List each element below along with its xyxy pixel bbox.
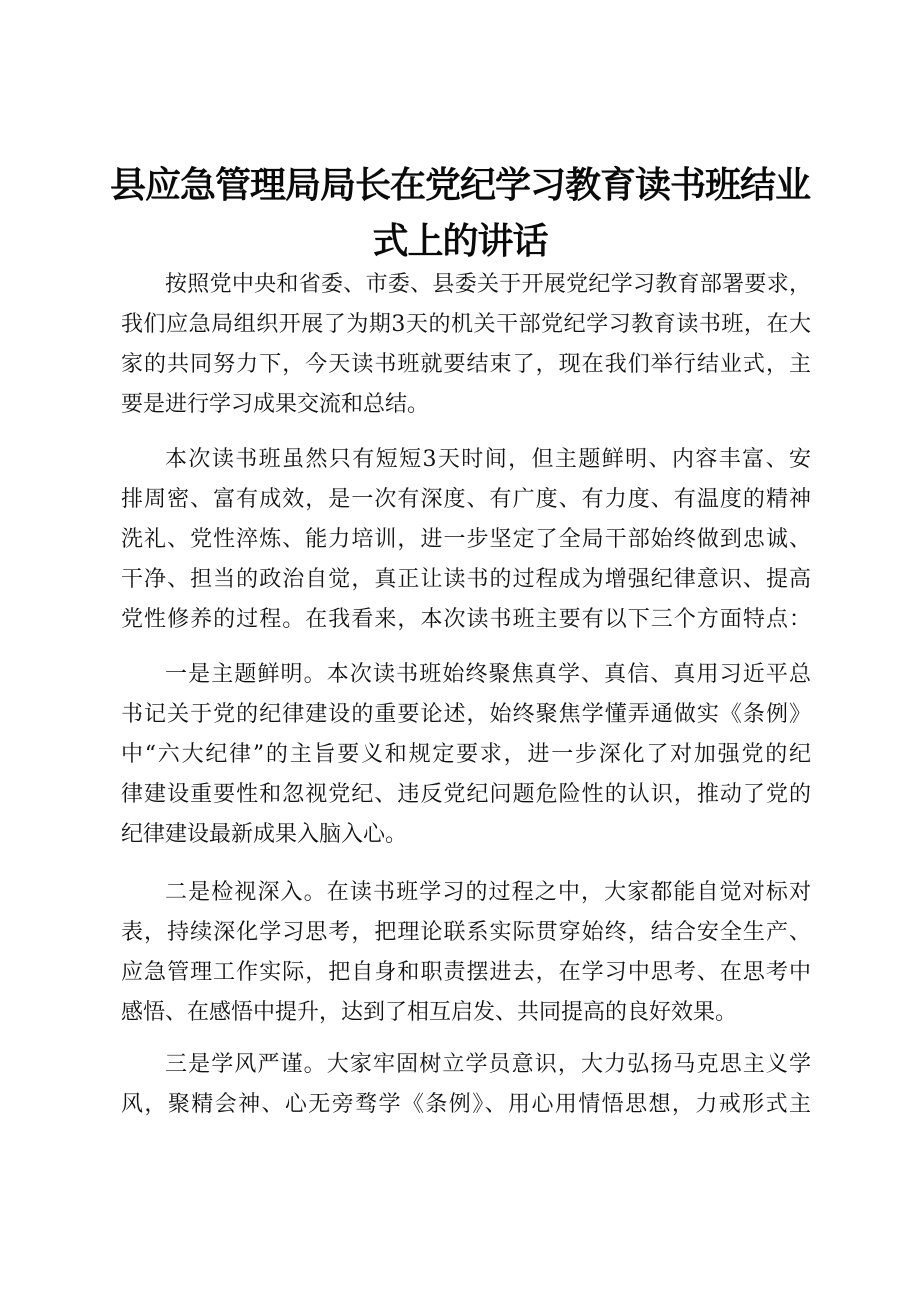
- paragraph-line: 书记关于党的纪律建设的重要论述，始终聚焦学懂弄通做实《条例》: [121, 702, 811, 727]
- paragraph-line: 本次读书班虽然只有短短3天时间，但主题鲜明、内容丰富、安: [165, 447, 811, 472]
- paragraph-4: [121, 873, 811, 1033]
- paragraph-1: [121, 265, 811, 425]
- paragraph-2: [121, 440, 811, 640]
- paragraph-line: 排周密、富有成效，是一次有深度、有广度、有力度、有温度的精神: [121, 487, 811, 512]
- paragraph-line: 感悟、在感悟中提升，达到了相互启发、共同提高的良好效果。: [121, 1000, 738, 1025]
- paragraph-line: 律建设重要性和忽视党纪、违反党纪问题危险性的认识，推动了党的: [121, 782, 811, 807]
- paragraph-line: 要是进行学习成果交流和总结。: [121, 392, 430, 417]
- paragraph-line: 家的共同努力下，今天读书班就要结束了，现在我们举行结业式，主: [121, 352, 811, 377]
- paragraph-line: 中“六大纪律”的主旨要义和规定要求，进一步深化了对加强党的纪: [121, 742, 811, 767]
- document-title-line-1: 县应急管理局局长在党纪学习教育读书班结业: [109, 165, 810, 206]
- paragraph-5: [121, 1045, 811, 1125]
- paragraph-line: 党性修养的过程。在我看来，本次读书班主要有以下三个方面特点：: [121, 607, 811, 632]
- paragraph-line: 按照党中央和省委、市委、县委关于开展党纪学习教育部署要求，: [165, 272, 811, 297]
- paragraph-line: 应急管理工作实际，把自身和职责摆进去，在学习中思考、在思考中: [121, 960, 811, 985]
- paragraph-line: 一是主题鲜明。本次读书班始终聚焦真学、真信、真用习近平总: [165, 662, 811, 687]
- paragraph-line: 洗礼、党性淬炼、能力培训，进一步坚定了全局干部始终做到忠诚、: [121, 527, 811, 552]
- paragraph-3: [121, 655, 811, 855]
- paragraph-line: 纪律建设最新成果入脑入心。: [121, 822, 408, 847]
- paragraph-line: 风，聚精会神、心无旁骛学《条例》、用心用情悟思想，力戒形式主: [121, 1092, 811, 1117]
- paragraph-line: 表，持续深化学习思考，把理论联系实际贯穿始终，结合安全生产、: [121, 920, 811, 945]
- paragraph-line: 干净、担当的政治自觉，真正让读书的过程成为增强纪律意识、提高: [121, 567, 811, 592]
- paragraph-line: 三是学风严谨。大家牢固树立学员意识，大力弘扬马克思主义学: [165, 1052, 811, 1077]
- paragraph-line: 二是检视深入。在读书班学习的过程之中，大家都能自觉对标对: [165, 880, 811, 905]
- document-title-line-2: 式上的讲话: [372, 221, 548, 262]
- paragraph-line: 我们应急局组织开展了为期3天的机关干部党纪学习教育读书班，在大: [121, 312, 811, 337]
